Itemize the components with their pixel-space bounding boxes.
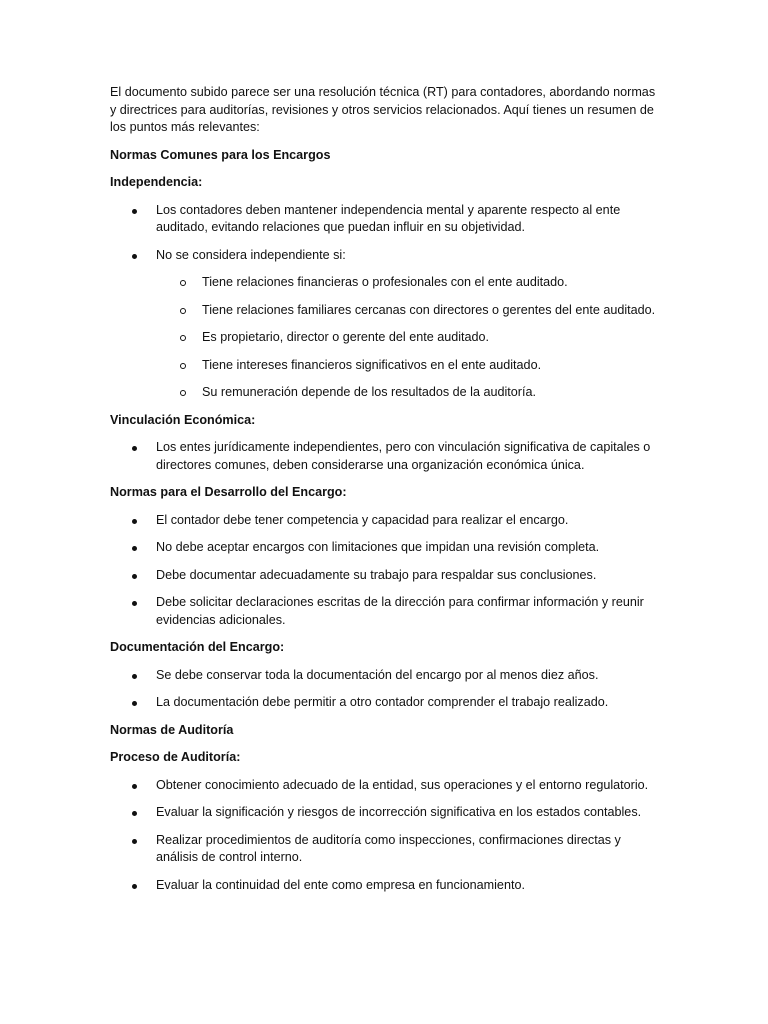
sub-list-item-text: Tiene intereses financieros significativos en el ente auditado. (202, 357, 542, 372)
list-item (110, 247, 660, 402)
list-item (110, 439, 660, 474)
bullet-icon (132, 839, 137, 844)
list-item-text: No se considera independiente si: (156, 247, 346, 262)
bullet-icon (132, 254, 137, 259)
list-item (110, 512, 660, 530)
list-item (110, 777, 660, 795)
section-heading: Documentación del Encargo: (110, 640, 285, 654)
circle-bullet-icon (180, 335, 186, 341)
list-item (110, 667, 660, 685)
list-item-text: Los contadores deben mantener independencia mental y aparente respecto al ente auditado, evitando relaciones que puedan influir en su objetividad. (156, 202, 621, 234)
sub-list-item-text: Tiene relaciones financieras o profesionales con el ente auditado. (202, 275, 568, 289)
bullet-icon (132, 546, 137, 551)
section-heading: Normas Comunes para los Encargos (110, 147, 331, 162)
sub-list-item (156, 384, 660, 402)
sub-list-item-text: Su remuneración depende de los resultados de la auditoría. (202, 385, 536, 399)
intro-paragraph: El documento subido parece ser una resolución técnica (RT) para contadores, abordando normas y directrices para auditorías, revisiones y otros servicios relacionados. Aquí tienes un resumen de los puntos más relevantes: (110, 85, 656, 134)
list-item-text: Debe solicitar declaraciones escritas de la dirección para confirmar información y reunir evidencias adicionales. (156, 595, 644, 627)
sub-list-item-text: Es propietario, director o gerente del ente auditado. (202, 330, 490, 344)
bullet-icon (132, 574, 137, 579)
bullet-list (110, 512, 660, 630)
circle-bullet-icon (180, 363, 186, 369)
sub-bullet-list (156, 274, 660, 402)
list-item (110, 539, 660, 557)
sub-list-item (156, 274, 660, 292)
circle-bullet-icon (180, 308, 186, 314)
bullet-list (110, 439, 660, 474)
bullet-icon (132, 209, 137, 214)
list-item-text: Evaluar la significación y riesgos de incorrección significativa en los estados contables. (156, 805, 642, 819)
list-item-text: Realizar procedimientos de auditoría como inspecciones, confirmaciones directas y análisis de control interno. (156, 832, 621, 864)
bullet-icon (132, 601, 137, 606)
list-item (110, 694, 660, 712)
list-item-text: La documentación debe permitir a otro contador comprender el trabajo realizado. (156, 695, 609, 709)
circle-bullet-icon (180, 390, 186, 396)
document-body (110, 84, 660, 904)
list-item-text: No debe aceptar encargos con limitaciones que impidan una revisión completa. (156, 540, 600, 554)
list-item (110, 804, 660, 822)
bullet-list (110, 667, 660, 712)
circle-bullet-icon (180, 280, 186, 286)
list-item-text: Debe documentar adecuadamente su trabajo para respaldar sus conclusiones. (156, 567, 597, 582)
list-item (110, 567, 660, 585)
bullet-list (110, 777, 660, 895)
sub-list-item (156, 329, 660, 347)
list-item (110, 594, 660, 629)
section-heading: Independencia: (110, 175, 203, 189)
list-item-text: El contador debe tener competencia y capacidad para realizar el encargo. (156, 512, 569, 527)
list-item (110, 832, 660, 867)
section-heading: Normas para el Desarrollo del Encargo: (110, 485, 347, 499)
list-item-text: Se debe conservar toda la documentación del encargo por al menos diez años. (156, 667, 599, 682)
bullet-list (110, 202, 660, 402)
bullet-icon (132, 884, 137, 889)
list-item (110, 202, 660, 237)
section-heading: Proceso de Auditoría: (110, 750, 241, 764)
bullet-icon (132, 784, 137, 789)
section-heading: Normas de Auditoría (110, 722, 234, 737)
list-item-text: Obtener conocimiento adecuado de la entidad, sus operaciones y el entorno regulatorio. (156, 777, 649, 792)
bullet-icon (132, 519, 137, 524)
bullet-icon (132, 446, 137, 451)
sub-list-item-text: Tiene relaciones familiares cercanas con directores o gerentes del ente auditado. (202, 302, 656, 317)
list-item-text: Evaluar la continuidad del ente como empresa en funcionamiento. (156, 877, 525, 892)
sub-list-item (156, 302, 660, 320)
bullet-icon (132, 811, 137, 816)
list-item (110, 877, 660, 895)
bullet-icon (132, 701, 137, 706)
sub-list-item (156, 357, 660, 375)
list-item-text: Los entes jurídicamente independientes, pero con vinculación significativa de capitales o directores comunes, deben considerarse una organización económica única. (156, 440, 651, 472)
section-heading: Vinculación Económica: (110, 412, 256, 427)
bullet-icon (132, 674, 137, 679)
